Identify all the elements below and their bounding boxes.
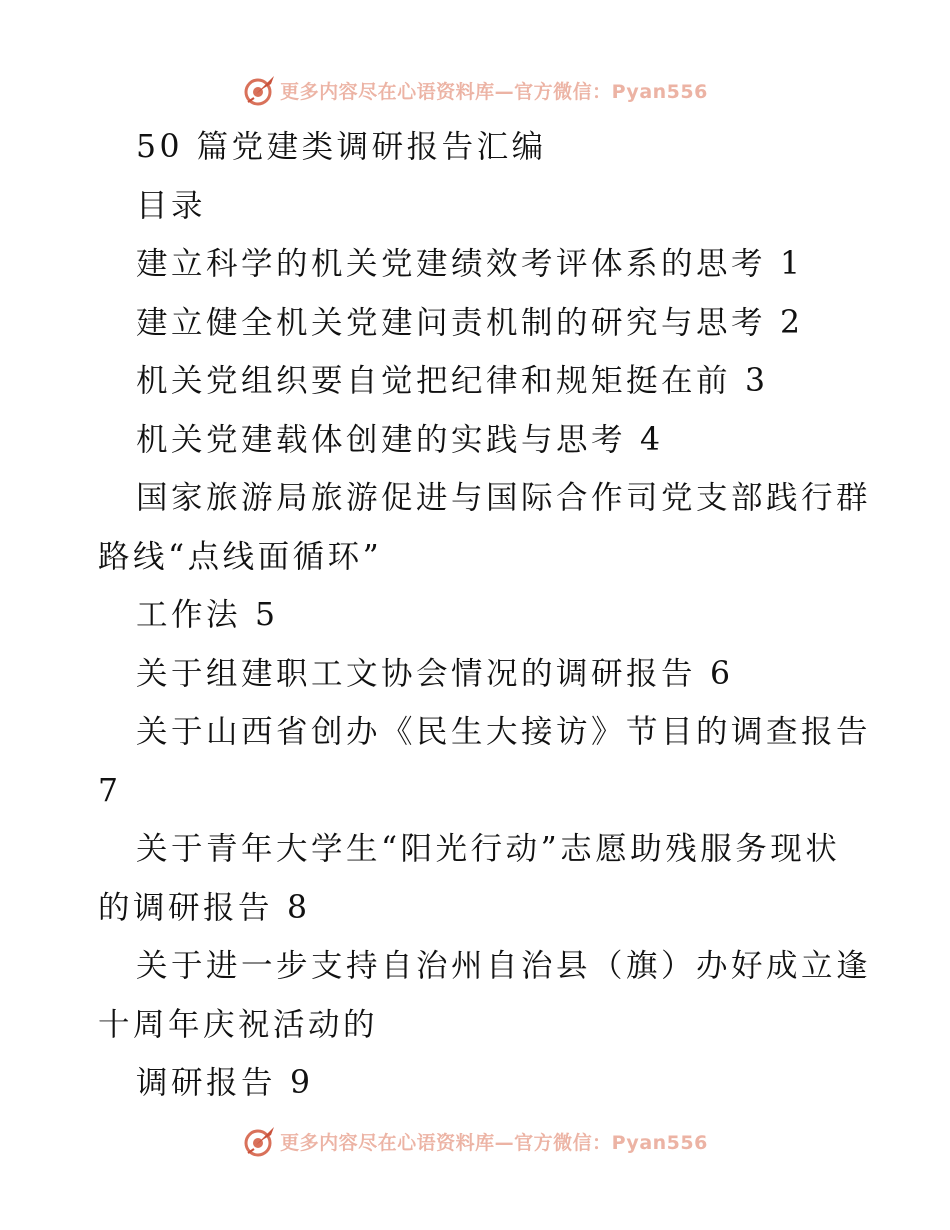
- toc-entry-title: 关于组建职工文协会情况的调研报告: [136, 655, 697, 692]
- document-body: [98, 118, 872, 1113]
- toc-entry-line: 关于进一步支持自治州自治县（旗）办好成立逢: [136, 948, 872, 984]
- toc-entry-title: 机关党组织要自觉把纪律和规矩挺在前: [136, 363, 732, 399]
- toc-entry: [98, 235, 858, 294]
- watermark-text: 更多内容尽在心语资料库—官方微信：Pyan556: [280, 1131, 708, 1154]
- toc-entry: [98, 586, 858, 645]
- quill-logo-icon: [242, 72, 278, 108]
- toc-entry-title: 的调研报告: [98, 889, 274, 926]
- toc-entry-line: 国家旅游局旅游促进与国际合作司党支部践行群: [136, 480, 872, 516]
- toc-entry-line: 路线“点线面循环”: [98, 538, 383, 575]
- toc-entry-line: 关于山西省创办《民生大接访》节目的调查报告: [136, 714, 872, 750]
- toc-entry: [98, 645, 858, 704]
- toc-entry-title: 调研报告: [136, 1065, 277, 1101]
- toc-entry-page: 8: [287, 889, 308, 926]
- watermark-banner-top: [0, 70, 950, 110]
- toc-entry: [98, 411, 858, 470]
- toc-entry-line: 十周年庆祝活动的: [98, 1006, 379, 1043]
- watermark-text: 更多内容尽在心语资料库—官方微信：Pyan556: [280, 80, 708, 103]
- toc-heading: 目录: [136, 187, 207, 224]
- toc-entry-page: 6: [710, 655, 731, 692]
- toc-entry-title: 工作法: [136, 597, 242, 633]
- toc-entry-title: 建立科学的机关党建绩效考评体系的思考: [136, 246, 767, 282]
- quill-logo-icon: [242, 1123, 278, 1159]
- toc-entry: [98, 352, 858, 411]
- toc-entry: [98, 879, 858, 938]
- toc-entry-page: 9: [290, 1065, 311, 1101]
- toc-entry-page: 2: [780, 304, 801, 341]
- toc-entry-page: 5: [255, 597, 276, 633]
- toc-entry-title: 机关党建载体创建的实践与思考: [136, 421, 627, 458]
- toc-entry: [98, 294, 858, 353]
- toc-entry-page: 7: [98, 772, 122, 809]
- toc-entry-page: 4: [640, 421, 661, 458]
- toc-entry-line: 关于青年大学生“阳光行动”志愿助残服务现状: [136, 831, 841, 867]
- toc-entry-title: 建立健全机关党建问责机制的研究与思考: [136, 304, 767, 341]
- toc-entry: [98, 1054, 858, 1113]
- document-title: 50 篇党建类调研报告汇编: [136, 129, 547, 165]
- watermark-banner-bottom: [0, 1121, 950, 1161]
- toc-entry-page: 3: [745, 363, 766, 399]
- toc-entry-page: 1: [780, 246, 801, 282]
